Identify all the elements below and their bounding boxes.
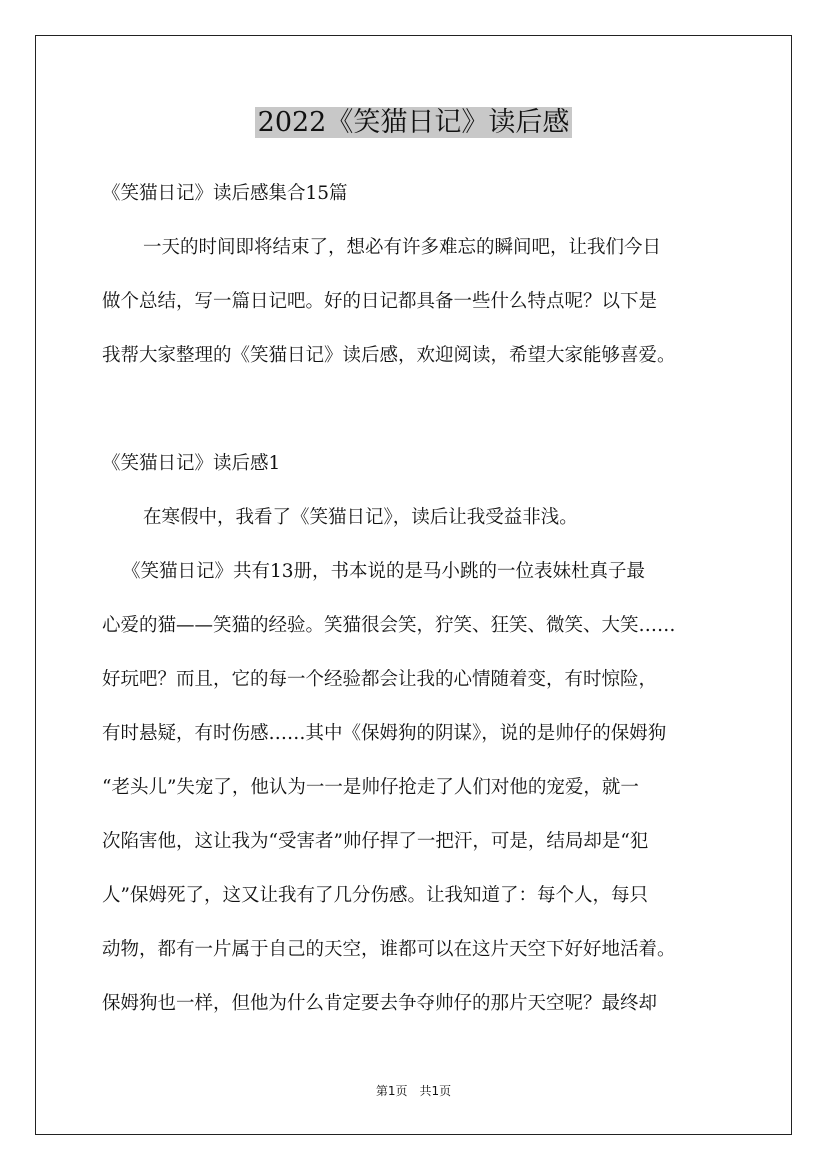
body-line-6: “老头儿”失宠了，他认为一一是帅仔抢走了人们对他的宠爱，就一 (102, 777, 639, 798)
body-line-2: 《笑猫日记》共有13册，书本说的是马小跳的一位表妹杜真子最 (122, 561, 646, 582)
body-line-10: 保姆狗也一样，但他为什么肯定要去争夺帅仔的那片天空呢？最终却 (102, 993, 658, 1014)
body-line-7: 次陷害他，这让我为“受害者”帅仔捍了一把汗，可是，结局却是“犯 (102, 831, 649, 852)
document-title (0, 103, 827, 143)
intro-line-2: 做个总结，写一篇日记吧。好的日记都具备一些什么特点呢？以下是 (102, 291, 658, 312)
body-line-1: 在寒假中，我看了《笑猫日记》，读后让我受益非浅。 (143, 507, 578, 528)
intro-line-3: 我帮大家整理的《笑猫日记》读后感，欢迎阅读，希望大家能够喜爱。 (102, 345, 676, 366)
page-footer: 第1页 共1页 (375, 1084, 452, 1098)
document-title-text: 2022《笑猫日记》读后感 (255, 107, 573, 138)
document-subtitle: 《笑猫日记》读后感集合15篇 (102, 183, 348, 204)
body-line-8: 人”保姆死了，这又让我有了几分伤感。让我知道了：每个人，每只 (102, 885, 648, 906)
intro-line-1: 一天的时间即将结束了，想必有许多难忘的瞬间吧，让我们今日 (143, 237, 662, 258)
section-heading: 《笑猫日记》读后感1 (102, 453, 281, 474)
body-line-5: 有时悬疑，有时伤感……其中《保姆狗的阴谋》，说的是帅仔的保姆狗 (102, 723, 667, 744)
body-line-9: 动物，都有一片属于自己的天空，谁都可以在这片天空下好好地活着。 (102, 939, 676, 960)
body-line-4: 好玩吧？而且，它的每一个经验都会让我的心情随着变，有时惊险， (102, 669, 658, 690)
body-line-3: 心爱的猫——笑猫的经验。笑猫很会笑，狞笑、狂笑、微笑、大笑…… (102, 615, 676, 636)
